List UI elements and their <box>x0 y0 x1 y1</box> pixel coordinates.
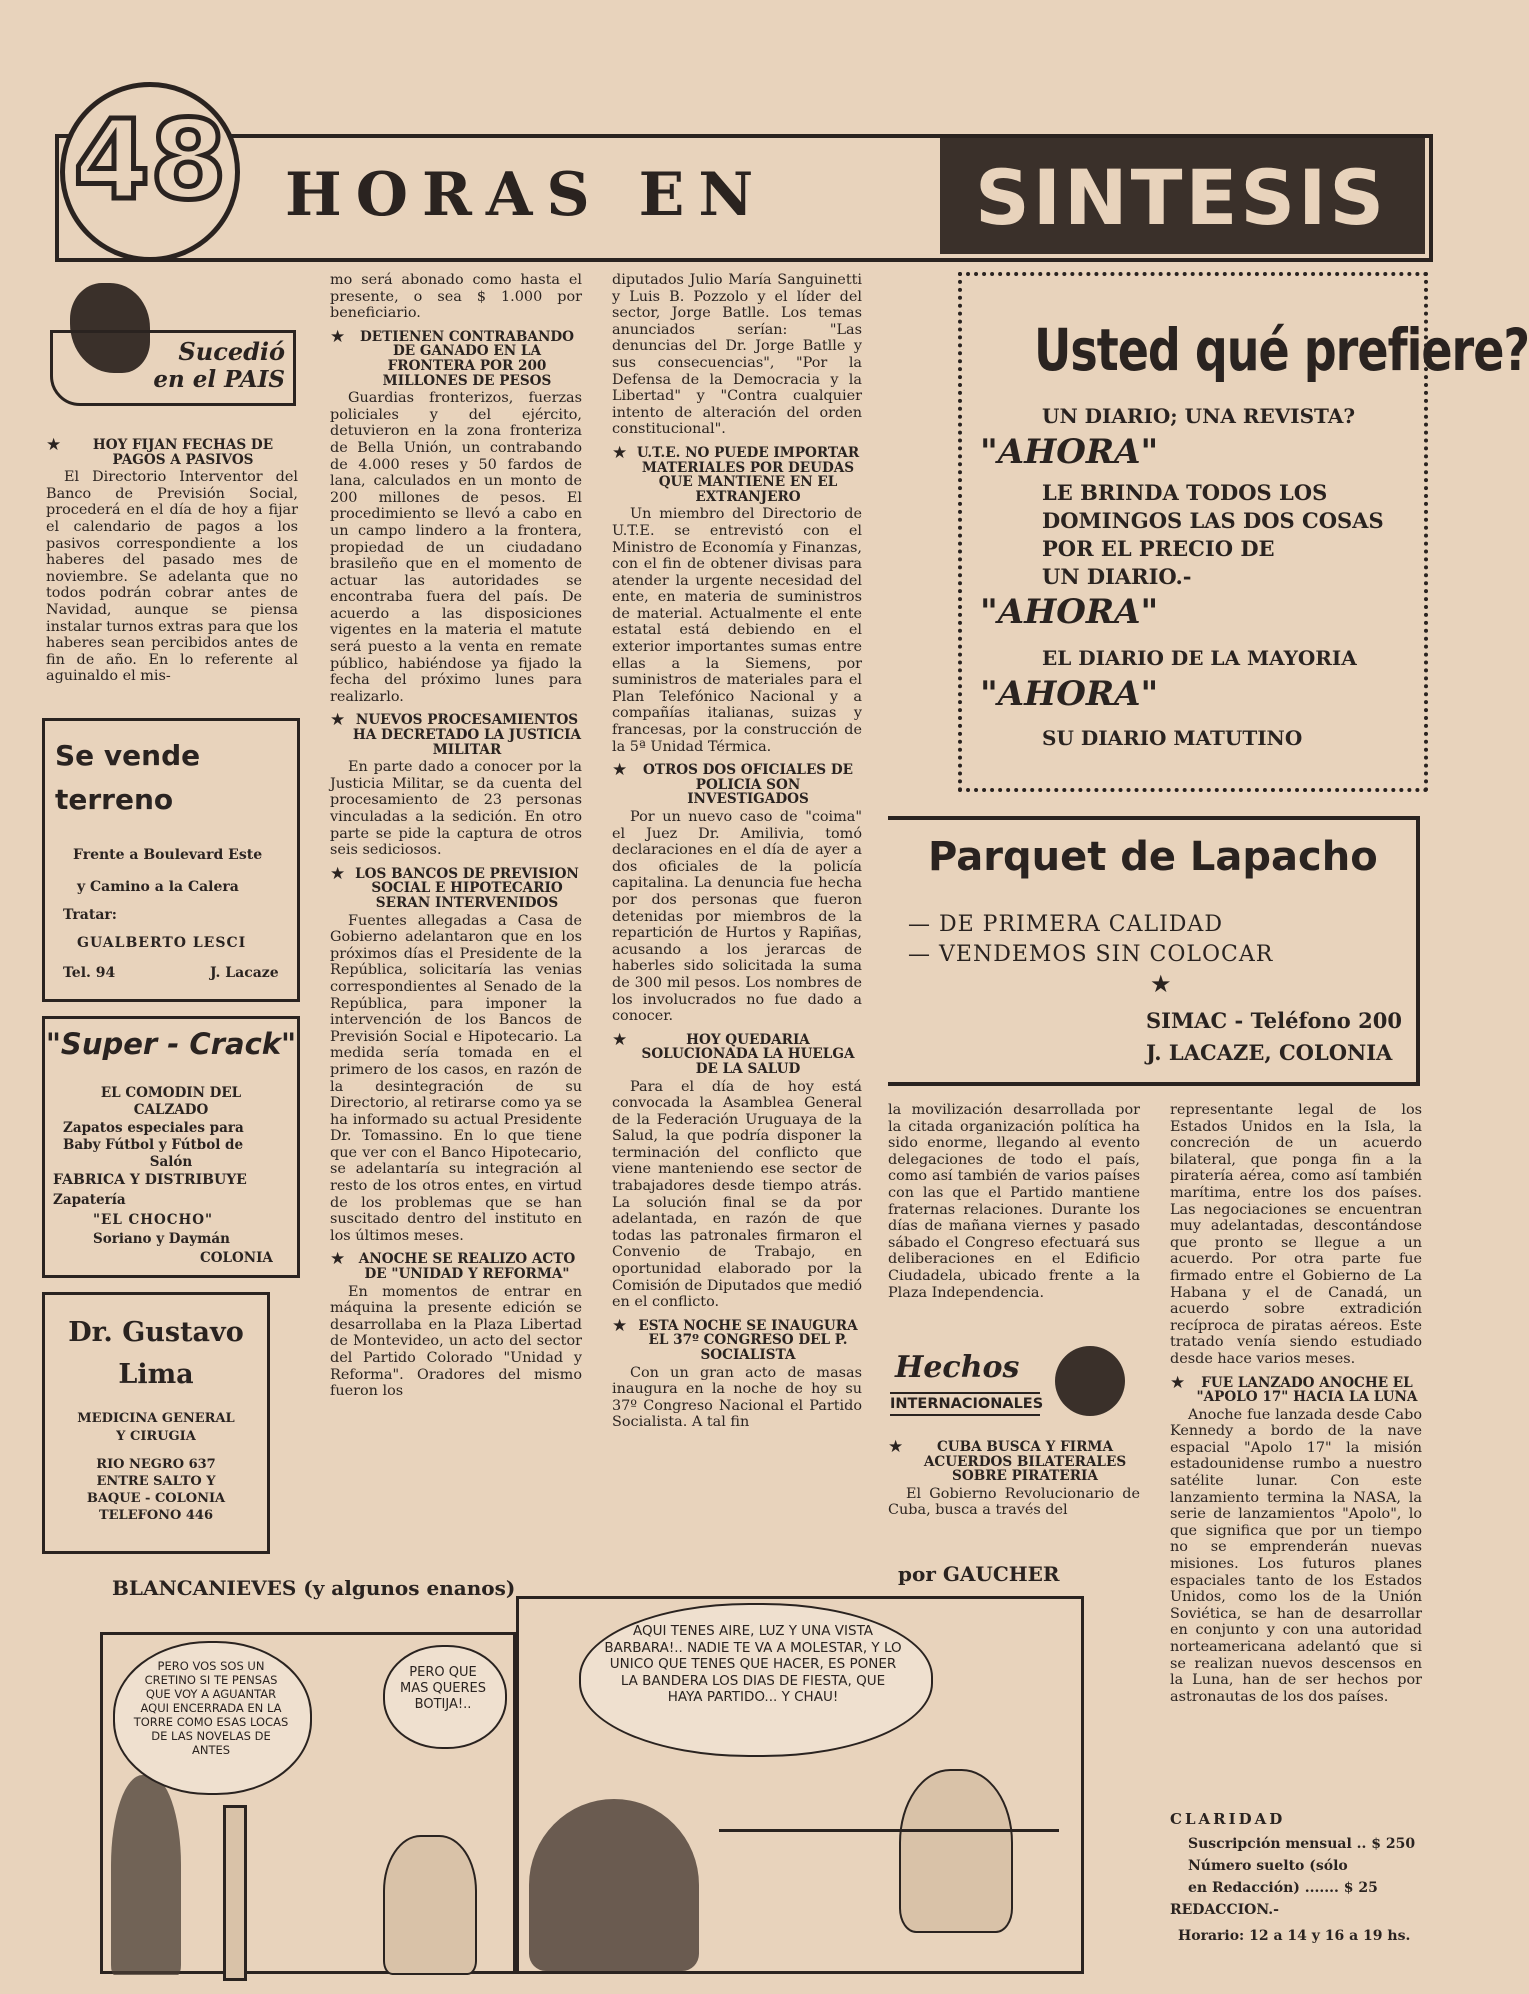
tree-drawing <box>111 1775 181 1975</box>
ad-ahora-brand2: "AHORA" <box>980 592 1159 632</box>
bubble-3-text: AQUI TENES AIRE, LUZ Y UNA VISTA BARBARA!.. NADIE TE VA A MOLESTAR, Y LO UNICO QUE TENES QUE HACER, ES PONER LA BANDERA LOS DIAS DE FIESTA, QUE HAYA PARTIDO... Y CHAU! <box>604 1623 902 1705</box>
article-contrabando: Guardias fronterizos, fuerzas policiales y del ejército, detuvieron en la zona fronteriza de Bella Unión, un contrabando de 4.000 reses y 50 fardos de lana, calculados en un monto de 200 millones de pesos. El procedimiento se llevó a cabo en un campo lindero a la frontera, propiedad de un ciudadano brasileño que en el momento de actuar las autoridades se encontraba fuera del país. De acuerdo a las disposiciones vigentes en la materia el matute será puesto a la venta en remate público, habiéndose ya fijado la fecha del próximo lunes para realizarlo. <box>330 390 582 705</box>
tower-drawing <box>223 1805 247 1981</box>
ad-lima-name2: Lima <box>118 1359 194 1390</box>
ad-terreno-title2: terreno <box>55 783 174 816</box>
comic-panel-1 <box>100 1632 516 1974</box>
star-icon: ★ <box>612 1029 628 1050</box>
bubble-2-text: PERO QUE MAS QUERES BOTIJA!.. <box>400 1665 486 1712</box>
ad-ahora-l5: UN DIARIO.- <box>1042 564 1192 589</box>
ad-lima-a1: RIO NEGRO 637 <box>96 1457 216 1472</box>
dwarf-drawing <box>383 1835 477 1975</box>
column-2-text <box>330 272 582 1400</box>
star-icon: ★ <box>888 1437 904 1457</box>
ad-lima-name1: Dr. Gustavo <box>68 1317 244 1348</box>
ad-terreno-tel: Tel. 94 <box>63 965 116 981</box>
ad-super-crack-l2: CALZADO <box>133 1102 209 1118</box>
ad-super-crack-l7: Zapatería <box>53 1192 126 1208</box>
ad-super-crack-l1: EL COMODIN DEL <box>100 1085 242 1101</box>
bubble-1-text: PERO VOS SOS UN CRETINO SI TE PENSAS QUE VOY A AGUANTAR AQUI ENCERRADA EN LA TORRE COMO ESAS LOCAS DE LAS NOVELAS DE ANTES <box>133 1659 289 1757</box>
star-icon: ★ <box>612 442 628 463</box>
comic-title: BLANCANIEVES (y algunos enanos) <box>112 1576 516 1600</box>
article-socialista-cont: la movilización desarrollada por la citada organización política ha sido enorme, llegando al evento delegaciones de todo el país, como así también de varios países con las que el Partido mantiene fraternas relaciones. Durante los días de mañana viernes y pasado sábado el Congreso efectuará sus deliberaciones en el Edificio Ciudadela, ubicado frente a la Plaza Independencia. <box>888 1102 1140 1301</box>
star-icon: ★ <box>330 326 346 347</box>
ad-ahora <box>958 272 1529 792</box>
ad-super-crack-title: "Super - Crack" <box>45 1027 297 1061</box>
headline-apolo: ★ FUE LANZADO ANOCHE EL "APOLO 17" HACIA LA LUNA <box>1170 1372 1418 1406</box>
masthead-title-left: HORAS EN <box>285 160 768 230</box>
globe-icon <box>1055 1346 1125 1416</box>
masthead-number-text: 48 <box>73 96 227 224</box>
headline-bancos: ★ LOS BANCOS DE PREVISION SOCIAL E HIPOTECARIO SERAN INTERVENIDOS <box>330 863 579 911</box>
article-unidad-reforma: En momentos de entrar en máquina la presente edición se desarrollaba en la Plaza Libertad de Montevideo, un acto del sector del Partido Colorado "Unidad y Reforma". Oradores del mismo fueron los <box>330 1283 582 1400</box>
article-apolo: Anoche fue lanzada desde Cabo Kennedy a bordo de la nave espacial "Apolo 17" la misión estadounidense rumbo a nuestro satélite lunar. Con este lanzamiento termina la NASA, la serie de lanzamientos "Apolo", lo que significa que por un tiempo no se emprenderán nuevas misiones. Los futuros planes espaciales tanto de los Estados Unidos, como los de la Unión Soviética, se han de desarrollar en conjunto y con una autoridad norteamericana adelantó que si se realizan nuevos descensos en la Luna, han de ser hechos por astronautas de los dos países. <box>1170 1406 1422 1705</box>
section-pais-line1: Sucedió <box>178 337 285 366</box>
star-icon: ★ <box>1150 970 1172 998</box>
column-3-text <box>612 272 862 1431</box>
ad-super-crack-l10: COLONIA <box>200 1250 273 1266</box>
ad-lima-a3: BAQUE - COLONIA <box>86 1491 226 1506</box>
ad-lima-a2: ENTRE SALTO Y <box>96 1474 216 1489</box>
claridad-r2: Número suelto (sólo <box>1188 1858 1348 1874</box>
headline-socialista: ★ ESTA NOCHE SE INAUGURA EL 37º CONGRESO DEL P. SOCIALISTA <box>612 1315 858 1363</box>
claridad-title: CLARIDAD <box>1170 1810 1286 1828</box>
star-icon: ★ <box>330 1249 346 1270</box>
ad-terreno <box>42 718 300 1002</box>
ad-ahora-l3: DOMINGOS LAS DOS COSAS <box>1042 508 1384 533</box>
ad-ahora-l2: LE BRINDA TODOS LOS <box>1042 480 1328 505</box>
article-salud: Para el día de hoy está convocada la Asamblea General de la Federación Uruguaya de la Salud, la que podría disponer la terminación del conflicto que viene manteniendo ese sector de trabajadores desde tiempo atrás. La solución final se da por adelantada, en razón de que todas las patronales firmaron el Convenio de Trabajo, en oportunidad elaborado por la Comisión de Diputados que medió en el conflicto. <box>612 1078 862 1311</box>
comic-panel-2 <box>516 1596 1084 1974</box>
ad-parquet-l4: J. LACAZE, COLONIA <box>1146 1040 1393 1065</box>
ad-lima-spec2: Y CIRUGIA <box>116 1429 196 1444</box>
ad-terreno-title1: Se vende <box>55 739 201 772</box>
ad-ahora-brand3: "AHORA" <box>980 674 1159 714</box>
article-cuba: El Gobierno Revolucionario de Cuba, busca a través del <box>888 1485 1140 1519</box>
section-pais-line2: en el PAIS <box>153 366 285 393</box>
article-unidad-reforma-cont: diputados Julio María Sanguinetti y Luis B. Pozzolo y el líder del sector, Jorge Batlle. Los temas anunciados serían: "Las denuncias del Dr. Jorge Batlle y sus consecuencias", "Por la Defensa de la Democracia y la Libertad" y "Contra cualquier intento de alteración del orden constitucional". <box>612 272 862 438</box>
headline-fechas-pagos: ★ HOY FIJAN FECHAS DE PAGOS A PASIVOS <box>46 435 274 468</box>
ad-dr-lima <box>42 1292 270 1554</box>
ad-super-crack-l5: Salón <box>149 1154 193 1170</box>
ad-ahora-l7: SU DIARIO MATUTINO <box>1042 726 1303 750</box>
star-icon: ★ <box>612 760 628 781</box>
star-icon: ★ <box>330 863 346 884</box>
article-fechas-pagos-cont: mo será abonado como hasta el presente, o sea $ 1.000 por beneficiario. <box>330 272 582 322</box>
ad-super-crack <box>42 1016 300 1278</box>
ad-terreno-line2: y Camino a la Calera <box>77 879 239 895</box>
ad-terreno-name: GUALBERTO LESCI <box>77 935 247 951</box>
ad-ahora-brand1: "AHORA" <box>980 432 1159 472</box>
claridad-box <box>1170 1800 1422 1970</box>
ad-terreno-town: J. Lacaze <box>210 965 279 981</box>
headline-unidad-reforma: ★ ANOCHE SE REALIZO ACTO DE "UNIDAD Y REFORMA" <box>330 1249 576 1283</box>
article-procesamientos: En parte dado a conocer por la Justicia Militar, se da cuenta del procesamiento de 23 personas vinculadas a la sedición. En otro parte se pide la captura de otros seis sediciosos. <box>330 759 582 859</box>
ad-ahora-title: Usted qué prefiere? <box>1034 316 1529 384</box>
star-icon: ★ <box>1170 1372 1186 1393</box>
headline-oficiales: ★ OTROS DOS OFICIALES DE POLICIA SON INVESTIGADOS <box>612 760 854 808</box>
column-4-text <box>888 1102 1140 1301</box>
star-icon: ★ <box>612 1315 628 1336</box>
ad-ahora-l1: UN DIARIO; UNA REVISTA? <box>1042 404 1356 428</box>
ad-ahora-l6: EL DIARIO DE LA MAYORIA <box>1042 646 1357 670</box>
headline-ute: ★ U.T.E. NO PUEDE IMPORTAR MATERIALES POR DEUDAS QUE MANTIENE EN EL EXTRANJERO <box>612 442 860 505</box>
ad-ahora-l4: POR EL PRECIO DE <box>1042 536 1275 561</box>
ad-parquet-l3: SIMAC - Teléfono 200 <box>1146 1008 1402 1033</box>
claridad-r1: Suscripción mensual .. $ 250 <box>1188 1836 1416 1852</box>
ad-parquet-l2: — VENDEMOS SIN COLOCAR <box>908 942 1274 967</box>
ad-super-crack-l8: "EL CHOCHO" <box>93 1212 214 1228</box>
headline-procesamientos: ★ NUEVOS PROCESAMIENTOS HA DECRETADO LA JUSTICIA MILITAR <box>330 710 582 758</box>
ad-parquet <box>888 816 1420 1086</box>
article-socialista: Con un gran acto de masas inaugura en la noche de hoy su 37º Congreso Nacional el Partido Socialista. A tal fin <box>612 1364 862 1431</box>
ad-lima-a4: TELEFONO 446 <box>98 1508 214 1523</box>
column-5-text <box>1170 1102 1422 1705</box>
headline-salud: ★ HOY QUEDARIA SOLUCIONADA LA HUELGA DE LA SALUD <box>612 1029 855 1077</box>
woman-drawing <box>529 1799 699 1971</box>
star-icon: ★ <box>46 435 62 455</box>
claridad-r3: en Redacción) ....... $ 25 <box>1188 1880 1378 1896</box>
ad-terreno-line1: Frente a Boulevard Este <box>73 847 263 863</box>
column-4-cuba <box>888 1432 1140 1519</box>
ad-parquet-title: Parquet de Lapacho <box>928 834 1378 880</box>
ad-super-crack-l4: Baby Fútbol y Fútbol de <box>63 1137 244 1153</box>
window-frame-drawing <box>719 1829 1059 1972</box>
article-bancos: Fuentes allegadas a Casa de Gobierno adelantaron que en los próximos días el Presidente de la República, solicitaría las venias correspondientes al Senado de la República, para imponer la intervención de los Bancos de Previsión Social e Hipotecario. La medida sería tomada en el primero de los casos, en razón de la desintegración de su Directorio, al retirarse como ya se ha informado su actual Presidente Dr. Tomassino. En lo que tiene que ver con el Banco Hipotecario, se adelantaría su integración al resto de los otros entes, en virtud de los problemas que se han suscitado dentro del instituto en los últimos meses. <box>330 912 582 1244</box>
article-oficiales: Por un nuevo caso de "coima" el Juez Dr. Amilivia, tomó declaraciones en el día de ayer a dos oficiales de la policía capitalina. La denuncia fue hecha por dos personas que fueron detenidas por miembros de la repartición de Hurtos y Rapiñas, acusando a los jerarcas de haberles sido solicitada la suma de 300 mil pesos. Los nombres de los involucrados no fue dado a conocer. <box>612 809 862 1025</box>
ad-super-crack-l6: FABRICA Y DISTRIBUYE <box>53 1172 247 1188</box>
claridad-r5: Horario: 12 a 14 y 16 a 19 hs. <box>1178 1928 1411 1944</box>
column-1-text <box>46 432 298 685</box>
article-cuba-cont: representante legal de los Estados Unidos en la Isla, la concreción de un acuerdo bilateral, que ponga fin a la piratería aérea, como así también marítima, entre los dos países. Las negociaciones se encuentran muy adelantadas, descontándose que pronto se llegue a un acuerdo. Por otra parte fue firmado entre el Gobierno de La Habana y el de Canadá, un acuerdo sobre extradición recíproca de piratas aéreos. Este tratado venía siendo estudiado desde hace varios meses. <box>1170 1102 1422 1367</box>
star-icon: ★ <box>330 710 346 731</box>
ad-terreno-tratar: Tratar: <box>63 907 117 923</box>
masthead-title-right: SINTESIS <box>975 153 1388 242</box>
headline-contrabando: ★ DETIENEN CONTRABANDO DE GANADO EN LA FRONTERA POR 200 MILLONES DE PESOS <box>330 326 575 389</box>
headline-cuba: ★ CUBA BUSCA Y FIRMA ACUERDOS BILATERALES SOBRE PIRATERIA <box>888 1437 1127 1485</box>
article-fechas-pagos: El Directorio Interventor del Banco de Previsión Social, procederá en el día de hoy a fijar el calendario de pagos a los pasivos correspondiente a los haberes del pasado mes de noviembre. Se adelanta que no todos podrán cobrar antes de Navidad, aunque se piensa instalar turnos extras para que los haberes sean percibidos antes de fin de año. En lo referente al aguinaldo el mis- <box>46 469 298 685</box>
comic-author: por GAUCHER <box>898 1562 1060 1586</box>
article-ute: Un miembro del Directorio de U.T.E. se entrevistó con el Ministro de Economía y Finanzas, con el fin de obtener divisas para atender la urgente necesidad del ente, en materia de suministros de material. Actualmente el ente estatal está debiendo en el exterior importantes sumas entre ellas a la Siemens, por suministros de materiales para el Plan Telefónico Nacional y a compañías italianas, suizas y francesas, por la construcción de la 5ª Unidad Térmica. <box>612 506 862 755</box>
ad-parquet-l1: — DE PRIMERA CALIDAD <box>908 912 1223 937</box>
claridad-r4: REDACCION.- <box>1170 1902 1279 1918</box>
ad-super-crack-l3: Zapatos especiales para <box>63 1120 244 1136</box>
section-intl-line2: INTERNACIONALES <box>890 1392 1040 1416</box>
ad-super-crack-l9: Soriano y Daymán <box>93 1231 230 1247</box>
section-intl-line1: Hechos <box>895 1350 1020 1385</box>
ad-lima-spec1: MEDICINA GENERAL <box>77 1411 235 1426</box>
